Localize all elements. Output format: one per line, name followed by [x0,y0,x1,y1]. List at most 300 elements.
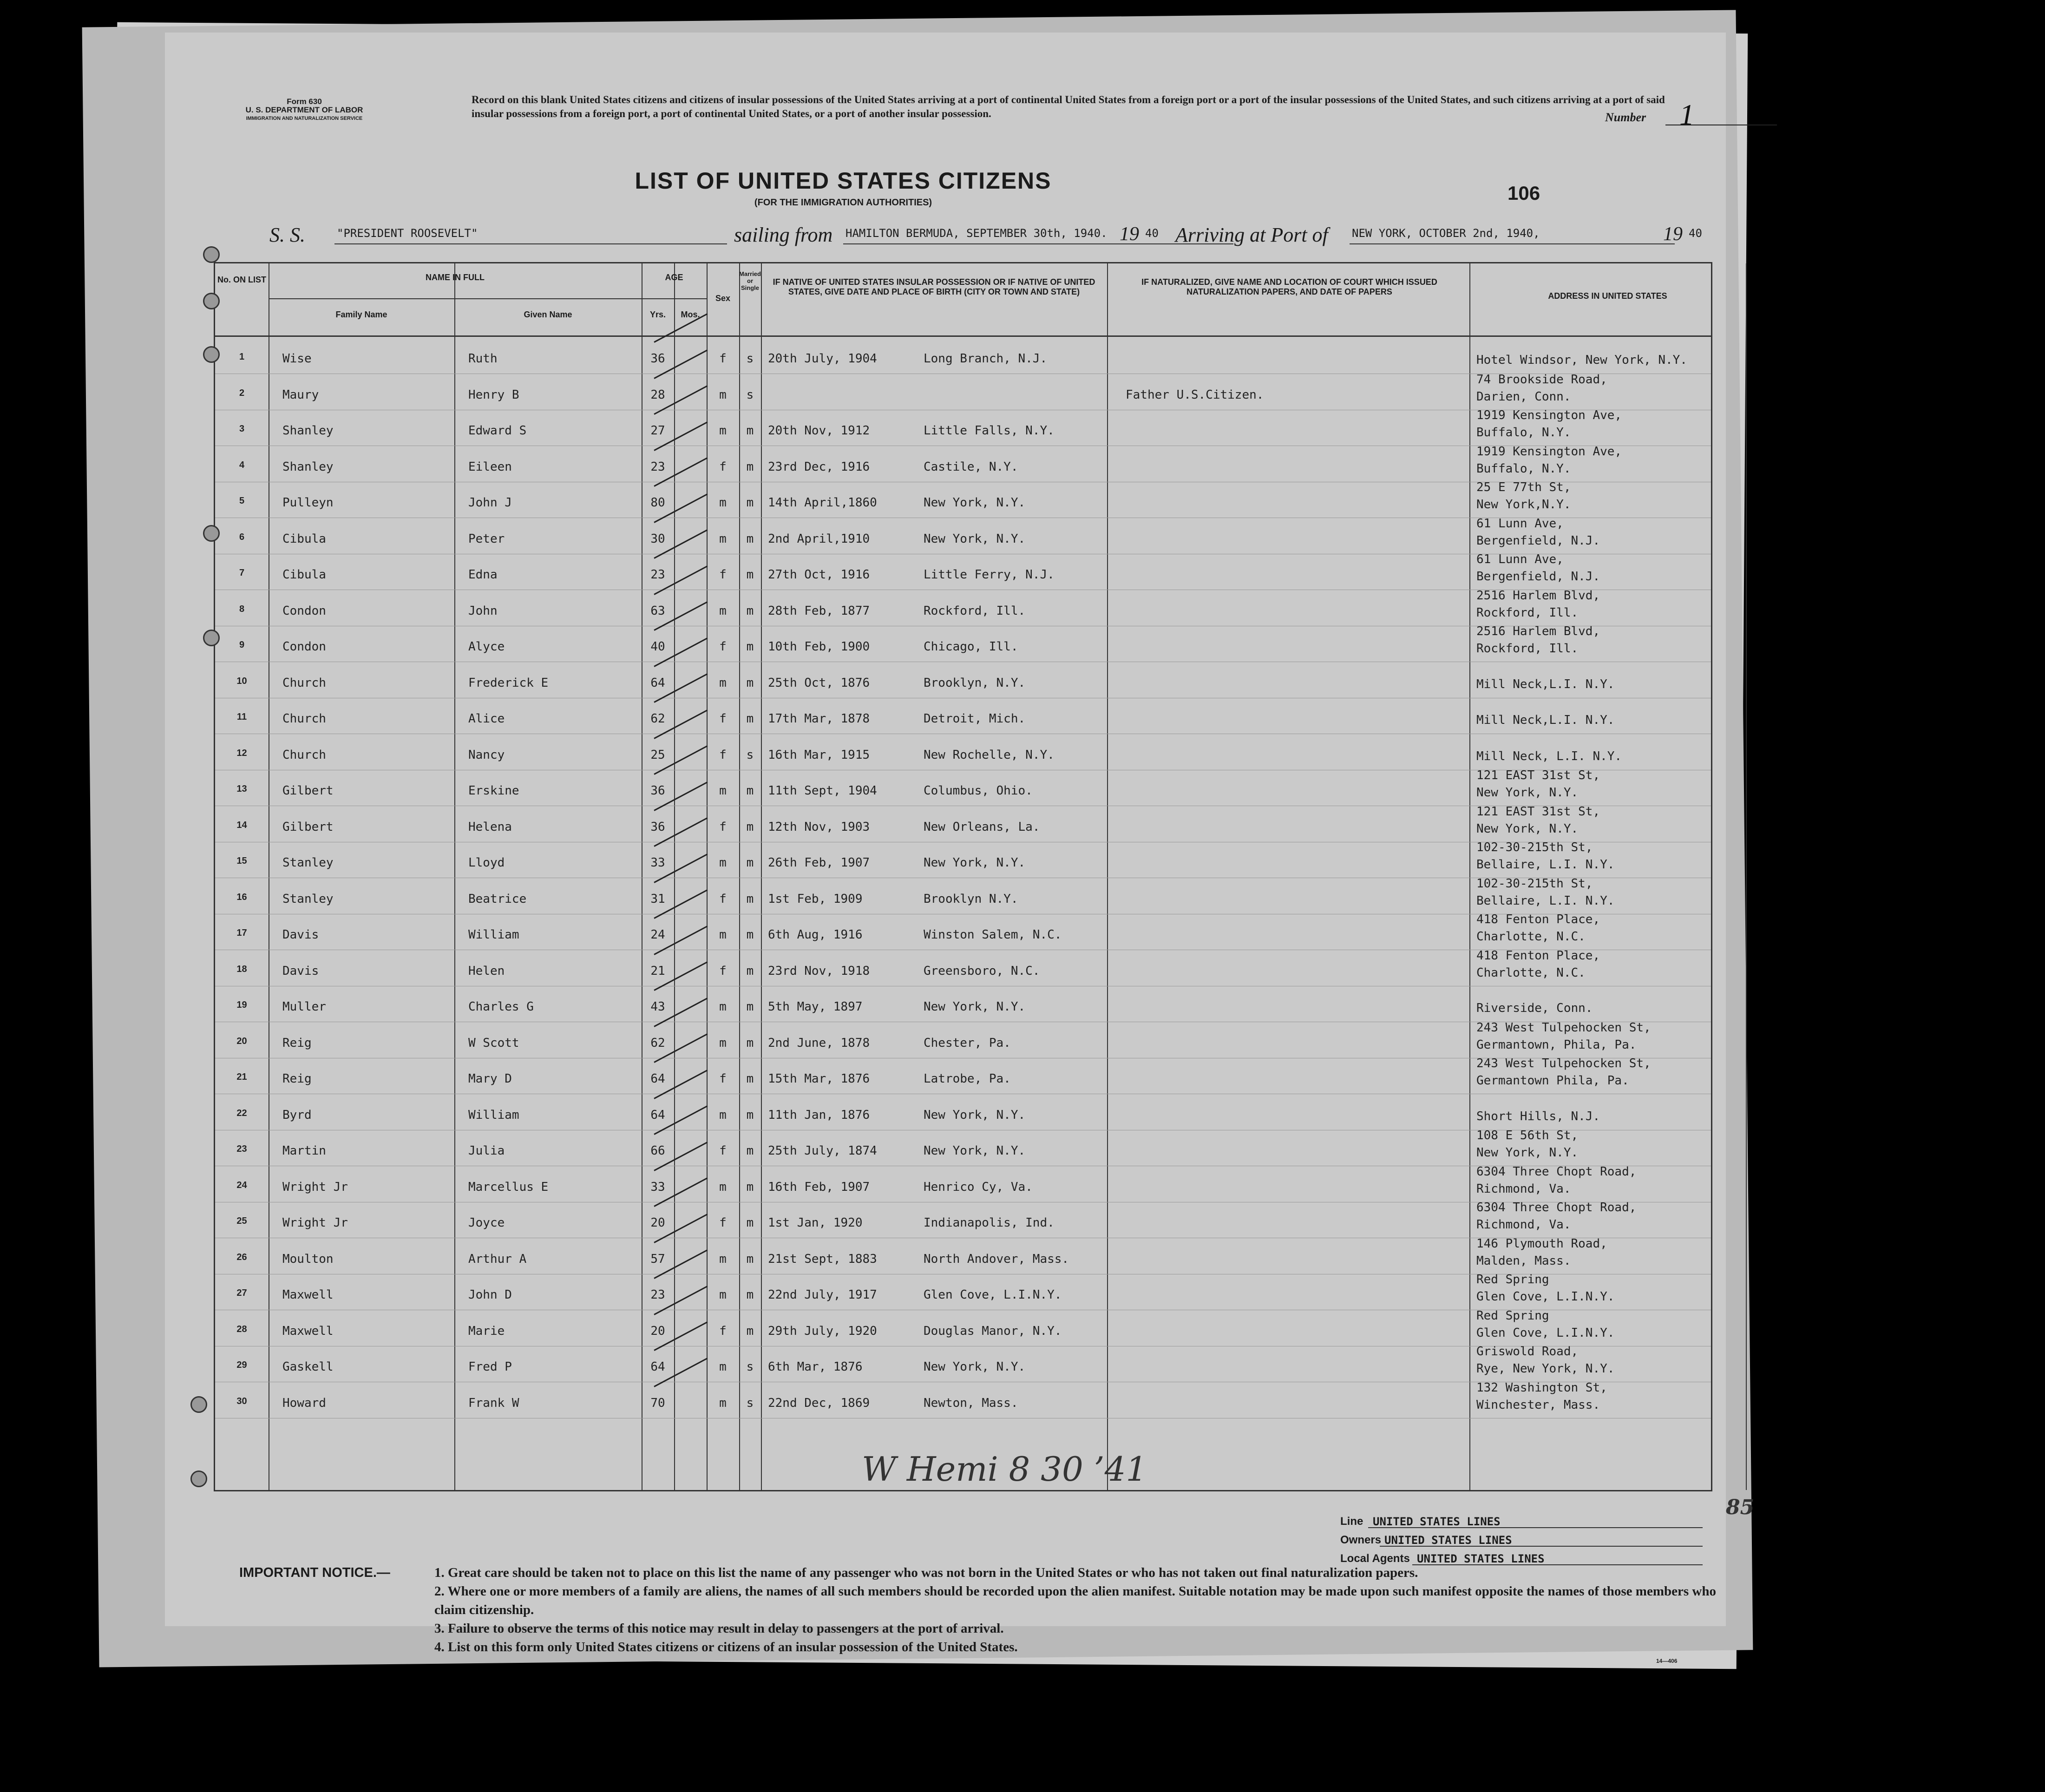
address-line-2: New York, N.Y. [1476,821,1579,836]
cell-ms: m [746,820,754,834]
cell-date: 21st Sept, 1883 [768,1252,877,1266]
address-line-1: 102-30-215th St, [1476,876,1593,891]
cell-place: Long Branch, N.J. [924,352,1048,366]
header-rule [215,335,1711,337]
cell-ms: m [746,604,754,618]
cell-no: 21 [236,1072,247,1082]
address-line-1: 74 Brookside Road, [1476,372,1607,387]
address-line-1: 2516 Harlem Blvd, [1476,588,1600,603]
cell-sex: f [719,1072,727,1086]
col-divider [1746,263,1747,1490]
address-line-2: Winchester, Mass. [1476,1398,1600,1412]
cell-no: 12 [236,748,247,758]
cell-sex: m [719,1288,727,1302]
table-row [215,1202,1711,1238]
cell-sex: m [719,928,727,942]
cell-date: 11th Sept, 1904 [768,784,877,798]
address-line-1: 1919 Kensington Ave, [1476,408,1622,422]
cell-age: 64 [650,1072,665,1086]
cell-given: Alyce [468,640,505,654]
cell-sex: m [719,856,727,870]
table-row [215,950,1711,986]
cell-date: 15th Mar, 1876 [768,1072,870,1086]
cell-given: Helena [468,820,512,834]
cell-given: Joyce [468,1216,505,1230]
sailing-label: sailing from [734,223,833,246]
table-row [215,410,1711,446]
cell-family: Church [282,748,326,762]
cell-date: 26th Feb, 1907 [768,856,870,870]
cell-nat: Father U.S.Citizen. [1126,387,1264,402]
age-subrule [642,298,707,299]
cell-age: 36 [650,820,665,834]
cell-family: Martin [282,1144,326,1158]
cell-given: Frederick E [468,676,549,690]
cell-sex: f [719,820,727,834]
cell-sex: m [719,424,727,438]
cell-given: Ruth [468,352,498,366]
table-row [215,698,1711,734]
cell-sex: m [719,496,727,510]
cell-age: 23 [650,1288,665,1302]
cell-date: 16th Feb, 1907 [768,1180,870,1194]
cell-given: Alice [468,712,505,726]
cell-address [1476,1343,1741,1378]
cell-given: William [468,1108,519,1122]
header-birth: IF NATIVE OF UNITED STATES INSULAR POSSESSION OR IF NATIVE OF UNITED STATES, GIVE DATE AND PLACE OF BIRTH (CITY OR TOWN AND STATE) [773,277,1095,296]
cell-no: 26 [236,1252,247,1262]
cell-address [1476,479,1741,513]
cell-family: Maxwell [282,1324,334,1338]
cell-place: Brooklyn N.Y. [924,892,1018,906]
ship-underline [334,243,727,244]
cell-ms: m [746,568,754,582]
table-row [215,374,1711,410]
address-line-2: Rockford, Ill. [1476,605,1579,620]
cell-place: Chicago, Ill. [924,640,1018,654]
cell-age: 21 [650,964,665,978]
address-line-2: New York,N.Y. [1476,498,1571,512]
cell-address [1476,1379,1741,1414]
owners-value: UNITED STATES LINES [1384,1534,1512,1547]
cell-sex: m [719,1252,727,1266]
binder-hole [203,525,220,542]
cell-age: 63 [650,604,665,618]
header-name-in-full: NAME IN FULL [426,273,485,282]
name-subrule [269,298,642,299]
address-line-2: Charlotte, N.C. [1476,965,1586,980]
cell-address [1476,551,1741,585]
voyage-line [269,223,1714,251]
table-row [215,482,1711,518]
cell-sex: f [719,1216,727,1230]
cell-ms: s [746,748,754,762]
table-row [215,1058,1711,1094]
form-code: 14—406 [1656,1658,1678,1664]
cell-family: Shanley [282,424,334,438]
notice-heading: IMPORTANT NOTICE.— [239,1565,390,1580]
cell-no: 28 [236,1324,247,1334]
cell-no: 27 [236,1288,247,1298]
cell-family: Gaskell [282,1360,334,1374]
cell-no: 6 [239,532,245,542]
cell-date: 11th Jan, 1876 [768,1108,870,1122]
cell-given: Henry B [468,387,519,402]
address-line-2: Darien, Conn. [1476,389,1571,404]
form-identifier [207,98,402,123]
department-name: U. S. DEPARTMENT OF LABOR [245,105,363,114]
cell-date: 29th July, 1920 [768,1324,877,1338]
cell-sex: m [719,1036,727,1050]
page-number: 106 [1508,182,1540,204]
table-row [215,518,1711,554]
cell-given: Edna [468,568,498,582]
cell-ms: s [746,1360,754,1374]
cell-age: 64 [650,1360,665,1374]
header-family-name: Family Name [335,310,387,319]
address-line-1: 418 Fenton Place, [1476,948,1600,963]
page-title: LIST OF UNITED STATES CITIZENS [635,168,1052,194]
cell-place: Rockford, Ill. [924,604,1026,618]
cell-place: New Rochelle, N.Y. [924,748,1055,762]
cell-date: 12th Nov, 1903 [768,820,870,834]
cell-sex: f [719,1144,727,1158]
cell-sex: m [719,532,727,546]
cell-address [1476,803,1741,838]
cell-address [1476,875,1741,910]
cell-ms: m [746,1324,754,1338]
table-row [215,986,1711,1022]
cell-sex: f [719,892,727,906]
cell-no: 11 [236,712,247,722]
address-line-1: 6304 Three Chopt Road, [1476,1201,1637,1214]
address-line-1: 108 E 56th St, [1476,1129,1579,1142]
cell-given: Beatrice [468,892,527,906]
address-line-2: Richmond, Va. [1476,1182,1571,1196]
header-yrs: Yrs. [649,310,666,319]
cell-sex: m [719,1108,727,1122]
cell-no: 1 [239,352,245,362]
ship-name: "PRESIDENT ROOSEVELT" [337,227,478,240]
cell-place: Henrico Cy, Va. [924,1180,1033,1194]
agents-value: UNITED STATES LINES [1417,1552,1545,1565]
cell-place: New York, N.Y. [924,496,1026,510]
cell-sex: f [719,459,727,474]
cell-sex: f [719,352,727,366]
cell-address [1476,1000,1741,1017]
cell-given: Nancy [468,748,505,762]
header-sex: Sex [715,294,731,303]
cell-age: 40 [650,640,665,654]
cell-address [1476,1271,1741,1306]
notice-item-3: 3. Failure to observe the terms of this notice may result in delay to passengers at the port of arrival. [434,1621,1004,1636]
address-line-1: Riverside, Conn. [1476,1001,1593,1015]
cell-no: 2 [239,387,245,398]
cell-given: Lloyd [468,856,505,870]
cell-address [1476,911,1741,945]
address-line-2: Germantown Phila, Pa. [1476,1074,1629,1088]
cell-age: 23 [650,568,665,582]
cell-ms: m [746,532,754,546]
header-given-name: Given Name [524,310,572,319]
cell-family: Muller [282,1000,326,1014]
header-age: AGE [665,273,683,282]
cell-ms: m [746,1072,754,1086]
cell-no: 7 [239,568,245,578]
address-line-2: New York, N.Y. [1476,1146,1579,1160]
cell-ms: m [746,712,754,726]
cell-no: 5 [239,496,245,506]
cell-sex: m [719,1396,727,1410]
cell-address [1476,443,1741,478]
binder-hole [190,1396,207,1413]
cell-no: 15 [236,856,247,866]
cell-ms: m [746,1180,754,1194]
cell-no: 22 [236,1108,247,1118]
cell-place: New York, N.Y. [924,1144,1026,1158]
table-row [215,446,1711,482]
address-line-2: Richmond, Va. [1476,1218,1571,1232]
cell-family: Wright Jr [282,1216,348,1230]
cell-age: 64 [650,1108,665,1122]
cell-ms: m [746,784,754,798]
cell-date: 5th May, 1897 [768,1000,863,1014]
cell-no: 3 [239,424,245,434]
cell-no: 29 [236,1360,247,1370]
cell-place: Newton, Mass. [924,1396,1018,1410]
notice-list [434,1563,1717,1656]
stamp-number: 85 [1726,1496,1755,1519]
cell-ms: m [746,676,754,690]
table-row [215,842,1711,878]
cell-ms: m [746,1000,754,1014]
cell-no: 14 [236,820,247,830]
sail-year-prefix: 19 [1120,223,1139,245]
cell-given: Mary D [468,1072,512,1086]
cell-address [1476,947,1741,982]
arriving-label: Arriving at Port of [1175,223,1328,246]
cell-family: Reig [282,1072,312,1086]
cell-family: Moulton [282,1252,334,1266]
cell-ms: m [746,964,754,978]
cell-given: Frank W [468,1396,519,1410]
address-line-2: Glen Cove, L.I.N.Y. [1476,1326,1615,1340]
cell-given: Charles G [468,1000,534,1014]
cell-age: 33 [650,856,665,870]
cell-family: Church [282,712,326,726]
cell-family: Gilbert [282,820,334,834]
cell-age: 70 [650,1396,665,1410]
sailing-underline [843,243,1233,244]
cell-sex: m [719,387,727,402]
cell-date: 2nd June, 1878 [768,1036,870,1050]
cell-family: Reig [282,1036,312,1050]
address-line-1: 25 E 77th St, [1476,480,1571,494]
cell-place: New York, N.Y. [924,1000,1026,1014]
cell-age: 25 [650,748,665,762]
cell-sex: m [719,1360,727,1374]
table-row [215,1310,1711,1346]
cell-place: Brooklyn, N.Y. [924,676,1026,690]
cell-date: 22nd Dec, 1869 [768,1396,870,1410]
binder-hole [190,1470,207,1487]
cell-family: Wright Jr [282,1180,348,1194]
cell-sex: m [719,604,727,618]
cell-address [1476,1307,1741,1342]
cell-age: 27 [650,424,665,438]
cell-ms: m [746,928,754,942]
cell-place: Chester, Pa. [924,1036,1011,1050]
cell-sex: m [719,784,727,798]
cell-given: Fred P [468,1360,512,1374]
cell-family: Condon [282,604,326,618]
header-mos: Mos. [681,310,700,319]
cell-address [1476,1235,1741,1270]
sailing-from: HAMILTON BERMUDA, SEPTEMBER 30th, 1940. [846,227,1108,240]
cell-age: 57 [650,1252,665,1266]
cell-date: 23rd Nov, 1918 [768,964,870,978]
address-line-1: 132 Washington St, [1476,1380,1607,1395]
header-no: No. ON LIST [217,275,266,284]
cell-given: William [468,928,519,942]
cell-family: Maury [282,387,319,402]
cell-date: 22nd July, 1917 [768,1288,877,1302]
table-row [215,1274,1711,1310]
address-line-1: 61 Lunn Ave, [1476,516,1564,531]
cell-no: 24 [236,1180,247,1190]
cell-place: Douglas Manor, N.Y. [924,1324,1062,1338]
binder-hole [203,346,220,363]
table-row [215,554,1711,590]
cell-ms: s [746,1396,754,1410]
table-row [215,1346,1711,1382]
table-row [215,1382,1711,1418]
cell-age: 24 [650,928,665,942]
cell-address [1476,371,1741,406]
cell-place: New York, N.Y. [924,532,1026,546]
cell-sex: m [719,1180,727,1194]
address-line-2: Rye, New York, N.Y. [1476,1362,1615,1376]
address-line-1: 2516 Harlem Blvd, [1476,624,1600,638]
number-label: Number [1605,111,1646,124]
address-line-2: New York, N.Y. [1476,786,1579,800]
table-row [215,806,1711,842]
cell-place: Little Ferry, N.J. [924,568,1055,582]
cell-ms: m [746,1036,754,1050]
cell-family: Cibula [282,568,326,582]
arrive-year: 40 [1689,227,1702,240]
address-line-1: 6304 Three Chopt Road, [1476,1164,1637,1179]
notice-item-1: 1. Great care should be taken not to place on this list the name of any passenger who was not born in the United States or who has not taken out final naturalization papers. [434,1565,1418,1580]
sail-year: 40 [1145,227,1159,240]
address-line-2: Bergenfield, N.J. [1476,570,1600,584]
binder-hole [203,246,220,263]
cell-ms: m [746,1144,754,1158]
cell-place: Latrobe, Pa. [924,1072,1011,1086]
cell-date: 14th April,1860 [768,496,877,510]
cell-address [1476,1127,1741,1162]
cell-address [1476,1163,1741,1198]
cell-ms: m [746,1216,754,1230]
cell-ms: m [746,856,754,870]
cell-age: 33 [650,1180,665,1194]
address-line-2: Germantown, Phila, Pa. [1476,1037,1637,1052]
cell-ms: m [746,892,754,906]
owners-underline [1380,1546,1703,1547]
address-line-1: 102-30-215th St, [1476,840,1593,854]
cell-age: 62 [650,712,665,726]
cell-no: 9 [239,640,245,650]
cell-family: Howard [282,1396,326,1410]
cell-address [1476,839,1741,873]
cell-place: Castile, N.Y. [924,459,1018,474]
cell-age: 23 [650,459,665,474]
address-line-2: Glen Cove, L.I.N.Y. [1476,1290,1615,1304]
cell-age: 36 [650,352,665,366]
cell-given: Marie [468,1324,505,1338]
table-row [215,914,1711,950]
cell-date: 1st Feb, 1909 [768,892,863,906]
cell-ms: m [746,640,754,654]
address-line-1: 121 EAST 31st St, [1476,768,1600,782]
address-line-1: Hotel Windsor, New York, N.Y. [1476,353,1687,367]
cell-no: 18 [236,964,247,974]
cell-family: Davis [282,964,319,978]
cell-place: New York, N.Y. [924,1360,1026,1374]
form-number: Form 630 [287,97,322,106]
cell-date: 6th Aug, 1916 [768,928,863,942]
header-address: ADDRESS IN UNITED STATES [1548,291,1667,301]
cell-place: New York, N.Y. [924,856,1026,870]
cell-family: Church [282,676,326,690]
cell-address [1476,1019,1741,1054]
cell-place: Glen Cove, L.I.N.Y. [924,1288,1062,1302]
cell-place: Columbus, Ohio. [924,784,1033,798]
table-row [215,590,1711,626]
address-line-1: Mill Neck,L.I. N.Y. [1476,713,1615,727]
notice-item-4: 4. List on this form only United States citizens or citizens of an insular possession of the United States. [434,1640,1018,1654]
passenger-table [214,262,1712,1491]
cell-address [1476,676,1741,693]
cell-ms: m [746,1252,754,1266]
arrive-year-prefix: 19 [1663,223,1683,245]
cell-date: 16th Mar, 1915 [768,748,870,762]
line-underline [1368,1527,1703,1528]
ss-label: S. S. [269,223,305,246]
cell-no: 13 [236,784,247,794]
cell-no: 19 [236,1000,247,1010]
cell-given: Helen [468,964,505,978]
cell-no: 17 [236,928,247,938]
cell-date: 27th Oct, 1916 [768,568,870,582]
address-line-1: 146 Plymouth Road, [1476,1236,1607,1251]
table-row [215,734,1711,770]
manifest-page [165,33,1755,1664]
cell-age: 43 [650,1000,665,1014]
cell-family: Maxwell [282,1288,334,1302]
cell-sex: m [719,676,727,690]
address-line-2: Bellaire, L.I. N.Y. [1476,858,1615,872]
cell-date: 10th Feb, 1900 [768,640,870,654]
address-line-1: Short Hills, N.J. [1476,1109,1600,1123]
cell-ms: m [746,424,754,438]
cell-family: Pulleyn [282,496,334,510]
cell-sex: f [719,964,727,978]
address-line-1: 61 Lunn Ave, [1476,552,1564,566]
cell-given: Peter [468,532,505,546]
cell-date: 2nd April,1910 [768,532,870,546]
cell-place: Detroit, Mich. [924,712,1026,726]
